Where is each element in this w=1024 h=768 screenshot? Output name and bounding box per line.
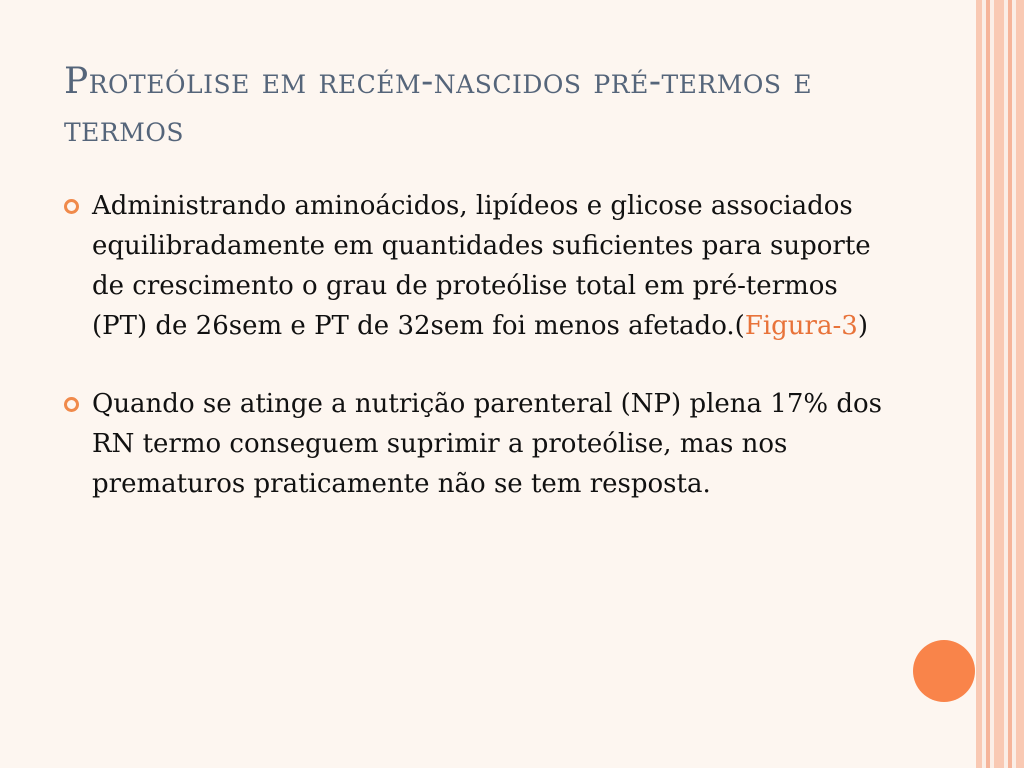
figura-3-link[interactable]: Figura-3 <box>744 311 858 341</box>
bullet-text-2: Quando se atinge a nutrição parenteral (NP) plena 17% dos RN termo conseguem suprimir a proteólise, mas nos prematuros praticamente não se tem resposta. <box>92 389 882 499</box>
bullet-text-1-end: ) <box>857 311 868 341</box>
bullet-circle-icon <box>64 199 79 214</box>
decorative-circle <box>913 640 975 702</box>
slide-title: Proteólise em recém-nascidos pré-termos e termos <box>64 61 813 150</box>
bullet-text-1: Administrando aminoácidos, lipídeos e glicose associados equilibradamente em quantidades suficientes para suporte de crescimento o grau de proteólise total em pré-termos (PT) de 26sem e PT de 32sem foi menos afetado.( <box>92 191 871 341</box>
bullet-list <box>64 186 894 542</box>
bullet-item-1 <box>64 186 894 346</box>
decorative-stripe <box>1008 0 1012 768</box>
bullet-circle-icon <box>64 397 79 412</box>
decorative-stripe <box>1016 0 1024 768</box>
decorative-stripe <box>976 0 982 768</box>
decorative-stripe <box>986 0 990 768</box>
decorative-stripe <box>994 0 1004 768</box>
bullet-item-2 <box>64 384 894 504</box>
